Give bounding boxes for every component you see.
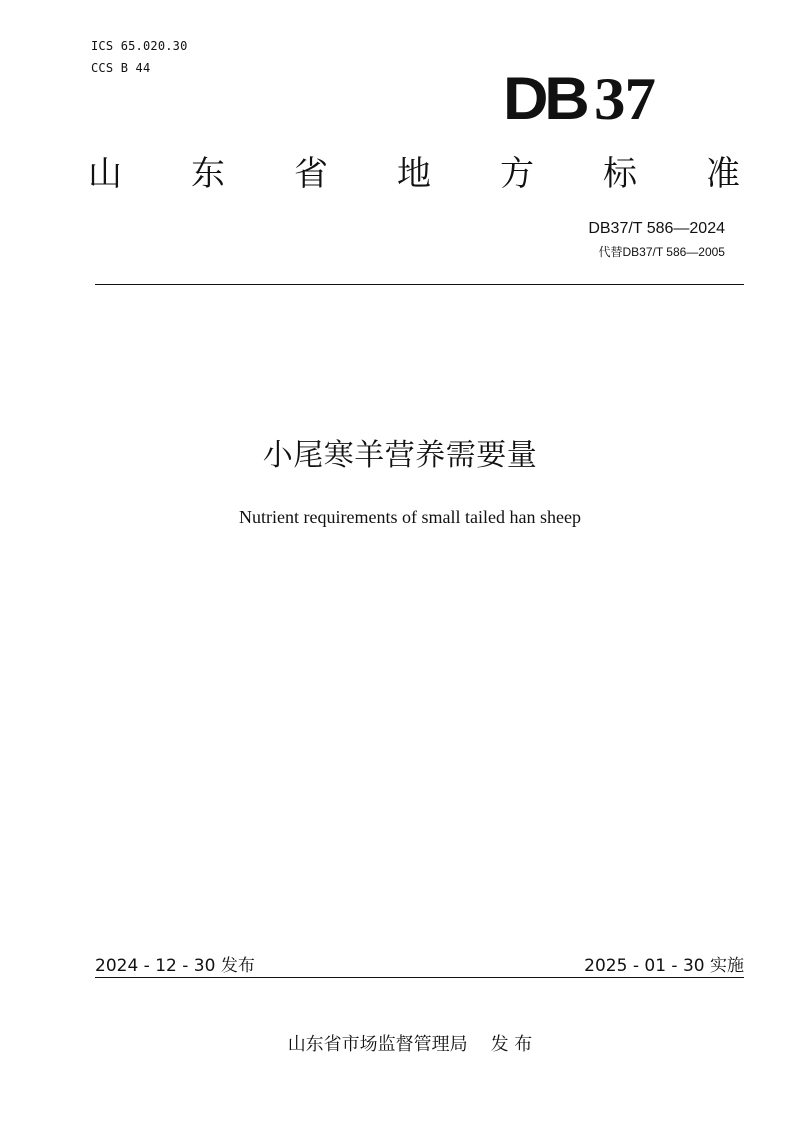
- logo-db-text: DB: [503, 65, 586, 132]
- document-title-chinese: 小尾寒羊营养需要量: [262, 438, 538, 473]
- document-title-english: Nutrient requirements of small tailed han sheep: [239, 507, 581, 527]
- implementation-date: 2025 - 01 - 30 实施: [584, 956, 744, 976]
- logo-number-text: 37: [594, 66, 655, 132]
- standard-type-char: 方: [500, 154, 534, 194]
- standard-type-char: 东: [191, 154, 225, 194]
- replaces-standard: 代替DB37/T 586—2005: [598, 245, 725, 259]
- standard-type-char: 地: [397, 154, 431, 194]
- standard-type-char: 省: [294, 154, 328, 194]
- standard-type-char: 准: [706, 154, 740, 194]
- bottom-divider: [95, 977, 744, 978]
- publisher-line: 山东省市场监督管理局 发 布: [287, 1034, 533, 1055]
- db37-logo: [503, 65, 703, 132]
- standard-type-heading: [88, 152, 740, 196]
- top-divider: [95, 284, 744, 285]
- standard-type-char: 山: [88, 154, 122, 194]
- standard-type-char: 标: [603, 154, 637, 194]
- standard-number: DB37/T 586—2024: [588, 220, 725, 237]
- ccs-code: CCS B 44: [91, 61, 151, 75]
- ics-code: ICS 65.020.30: [91, 39, 188, 53]
- issue-date: 2024 - 12 - 30 发布: [95, 956, 255, 976]
